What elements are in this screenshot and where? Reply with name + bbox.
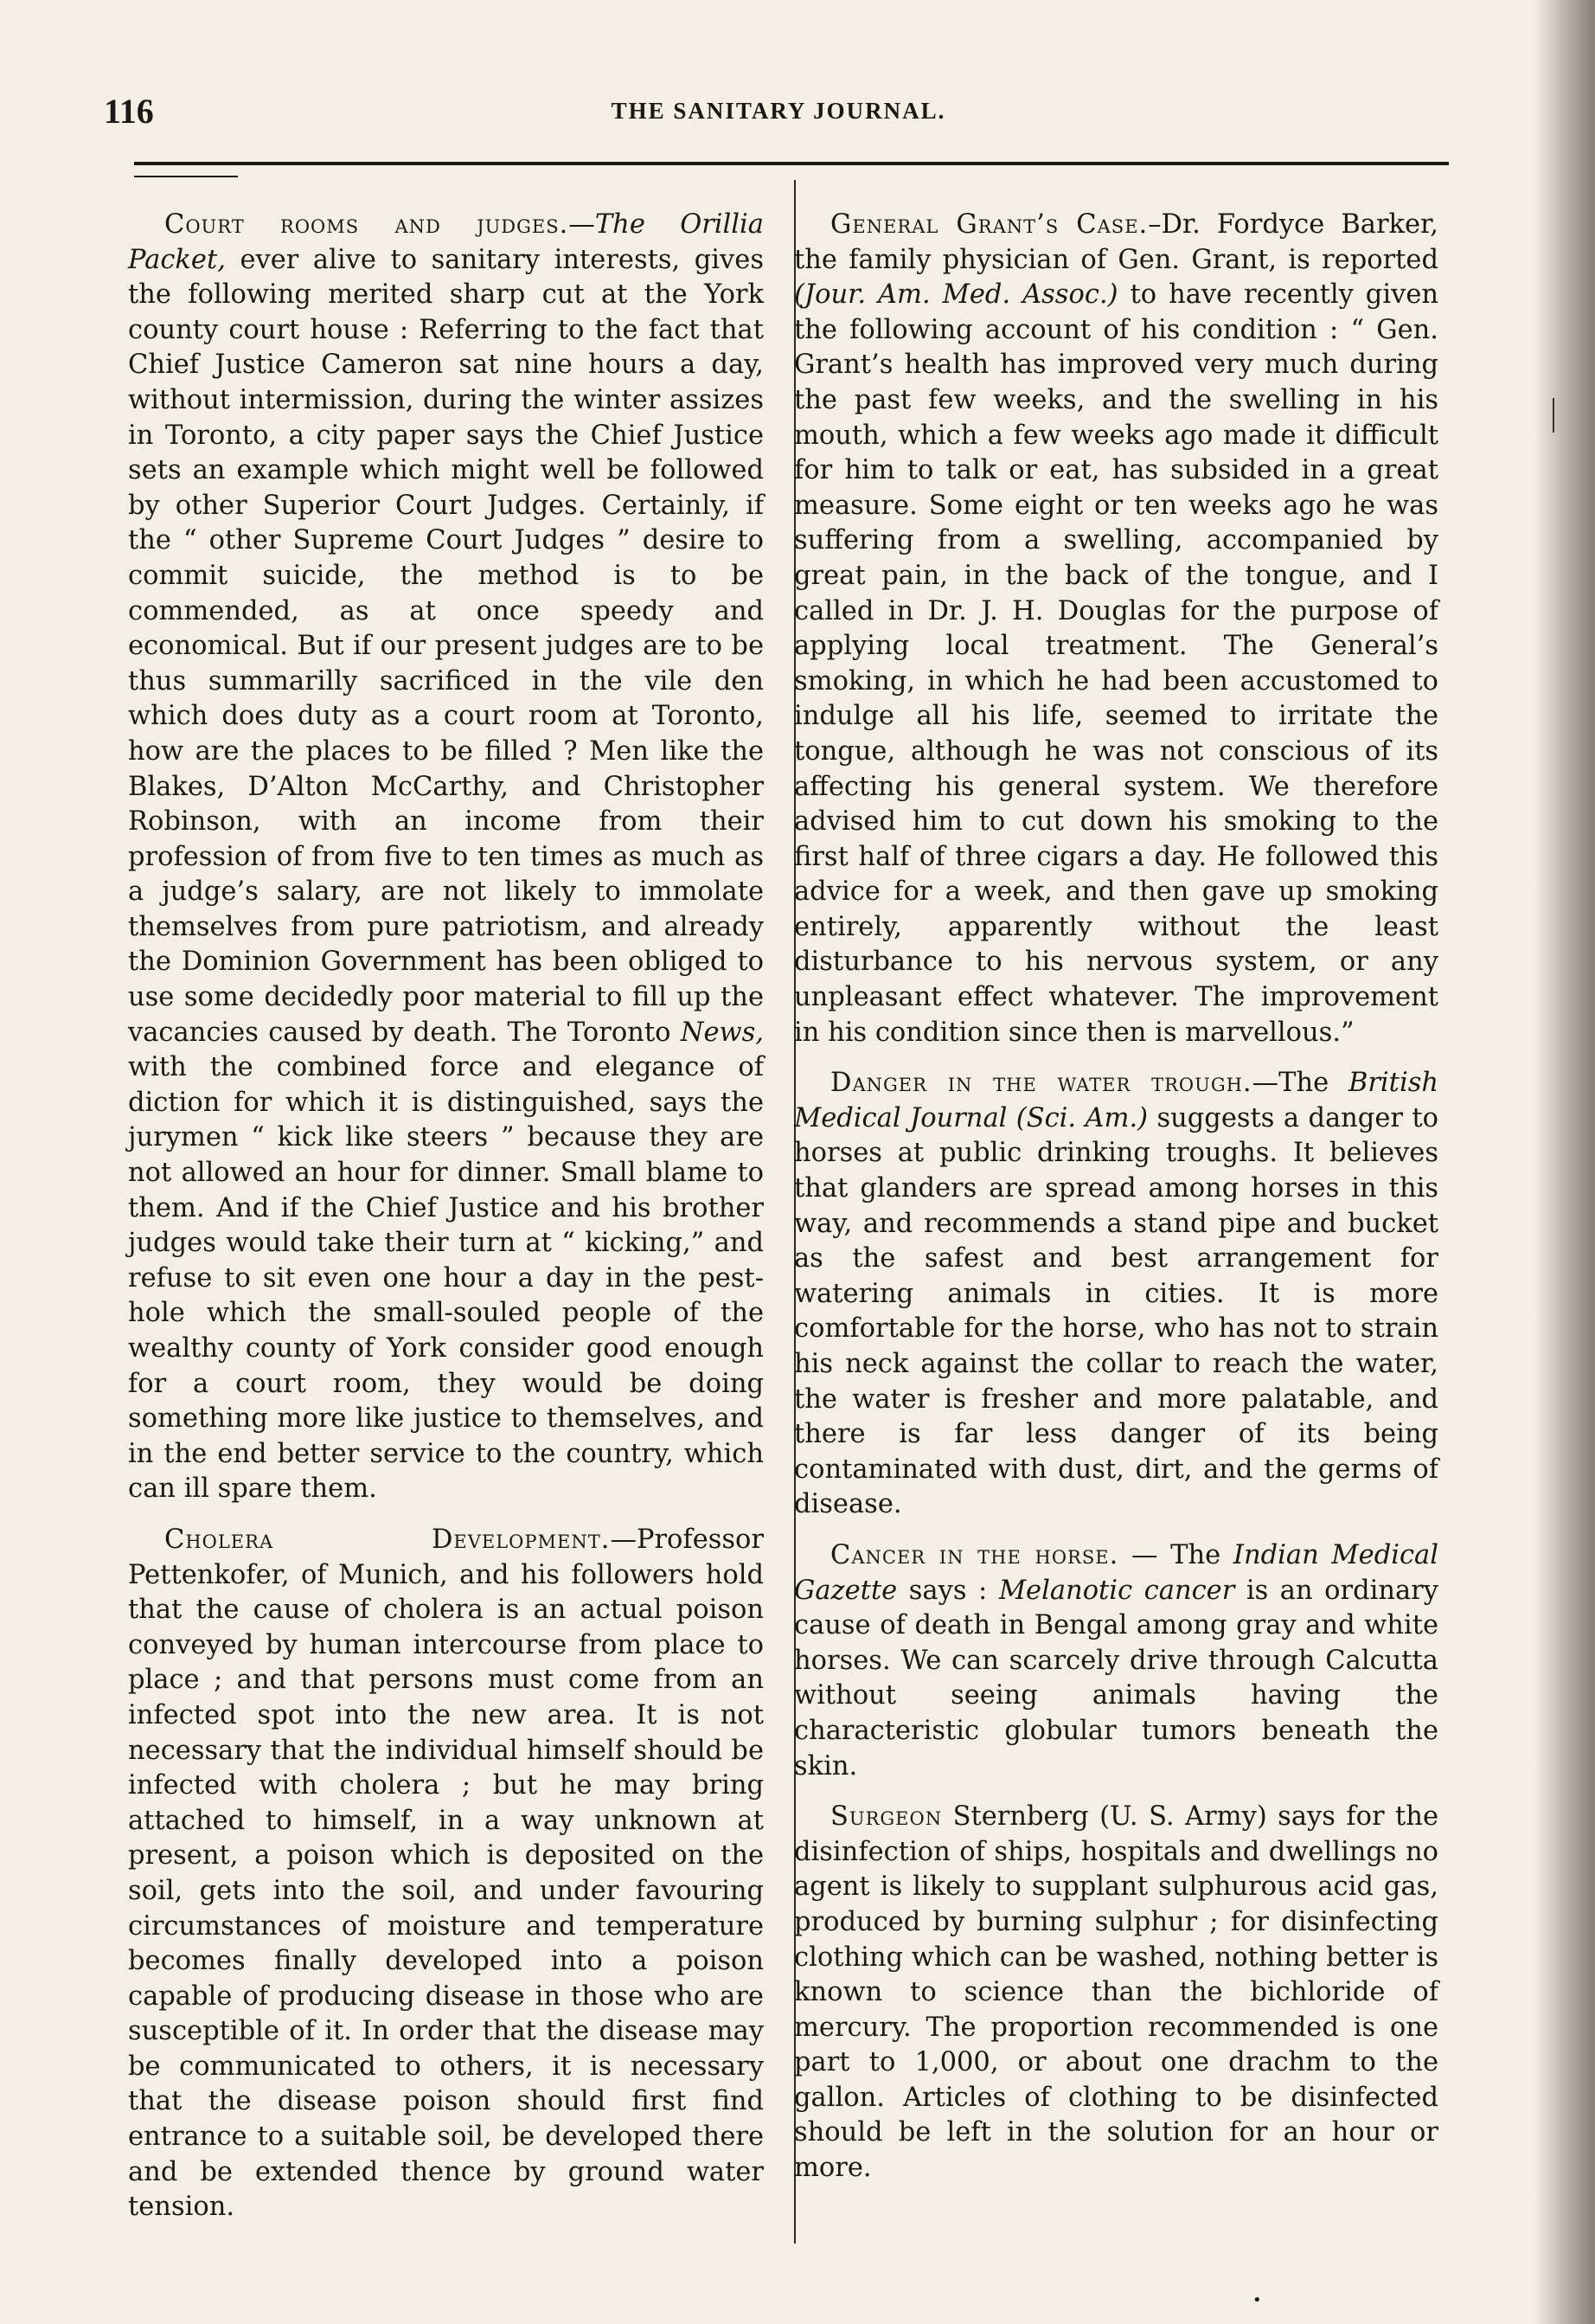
header-rule [134,162,1449,165]
source-name: Indian Medical Gazette [794,1539,1438,1606]
margin-mark [1553,398,1554,433]
article-text: to have recently given the following account of his condition : “ Gen. Grant’s health has improved very much during the past few weeks, and the swelling in his mouth, which a few weeks ago made it difficult for him to talk or eat, has subsided in a great measure. Some eight or ten weeks ago he was suffering from a swelling, accompanied by great pain, in the back of the tongue, and I called in Dr. J. H. Douglas for the purpose of applying local treatment. The General’s smoking, in which he had been accustomed to indulge all his life, seemed to irritate the tongue, although he was not conscious of its affecting his general system. We therefore advised him to cut down his smoking to the first half of three cigars a day. He followed this advice for a week, and then gave up smoking entirely, apparently without the least disturbance to his nervous system, or any unpleasant effect whatever. The improvement in his condition since then is marvellous.” [794,279,1439,1048]
page-number: 116 [104,92,154,131]
article-text: with the combined force and elegance of diction for which it is distinguished, says the jurymen “ kick like steers ” because they are not allowed an hour for dinner. Small blame to them. And if the Chief Justice and his brother judges would take their turn at “ kicking,” and refuse to sit even one hour a day in the pest-hole which the small-souled people of the wealthy county of York consider good enough for a court room, they would be doing something more like justice to themselves, and in the end better service to the country, which can ill spare them. [128,1052,764,1505]
source-name: (Jour. Am. Med. Assoc.) [794,279,1118,311]
article-title: Surgeon [830,1801,943,1833]
article-text: is an ordinary cause of death in Bengal among gray and white horses. We can scarcely drive through Calcutta without seeing animals having the characteristic globular tumors beneath the skin. [794,1575,1438,1782]
header-rule-short [134,176,238,177]
ink-speck: • [1252,2291,1262,2309]
article-text: says : [897,1575,999,1606]
term: Melanotic cancer [998,1575,1235,1606]
source-name: The Orillia Packet, [128,209,764,275]
article-title: Cancer in the horse. [830,1539,1119,1570]
article-grant [794,208,1438,1050]
source-name: News, [680,1017,764,1048]
article-title: General Grant’s Case. [830,209,1149,240]
article-text: suggests a danger to horses at public drinking troughs. It believes that glanders are spread among horses in this way, and recommends a stand pipe and bucket as the safest and best arrangement for watering animals in cities. It is more comfortable for the horse, who has not to strain his neck against the collar to reach the water, the water is fresher and more palatable, and there is far less danger of its being contaminated with dust, dirt, and the germs of disease. [794,1102,1438,1520]
title-dash: —The [1252,1068,1348,1099]
article-text: ever alive to sanitary interests, gives the following merited sharp cut at the York county court house : Referring to the fact that Chief Justice Cameron sat nine hours a day, without intermission, during the winter assizes in Toronto, a city paper says the Chief Justice sets an example which might well be followed by other Superior Court Judges. Certainly, if the “ other Supreme Court Judges ” desire to commit suicide, the method is to be commended, as at once speedy and economical. But if our present judges are to be thus summarilly sacrificed in the vile den which does duty as a court room at Toronto, how are the places to be filled ? Men like the Blakes, D’Alton McCarthy, and Christopher Robinson, with an income from their profession of from five to ten times as much as a judge’s salary, are not likely to immolate themselves from pure patriotism, and already the Dominion Government has been obliged to use some decidedly poor material to fill up the vacancies caused by death. The Toronto [128,244,764,1048]
article-court-rooms [128,208,764,1507]
article-cancer-horse [794,1538,1438,1784]
source-name: British Medical Journal (Sci. Am.) [794,1068,1438,1133]
article-cholera [128,1523,764,2225]
title-dash: — [568,209,595,240]
article-disinfection [794,1800,1438,2186]
title-dash: — The [1118,1539,1233,1570]
article-text: –Dr. Fordyce Barker, the family physician of Gen. Grant, is reported [794,209,1438,275]
article-water-trough [794,1066,1438,1523]
article-title: Cholera Development. [164,1524,611,1555]
right-column [794,208,1438,2186]
running-head: THE SANITARY JOURNAL. [611,98,946,124]
page-header [104,91,1453,143]
left-column [128,208,764,2225]
article-title: Court rooms and judges. [164,209,569,240]
article-title: Danger in the water trough. [830,1068,1252,1099]
article-text: —Professor Pettenkofer, of Munich, and his followers hold that the cause of cholera is an actual poison conveyed by human intercourse from place to place ; and that persons must come from an infected spot into the new area. It is not necessary that the individual himself should be infected with cholera ; but he may bring attached to himself, in a way unknown at present, a poison which is deposited on the soil, gets into the soil, and under favouring circumstances of moisture and temperature becomes finally developed into a poison capable of producing disease in those who are susceptible of it. In order that the disease may be communicated to others, it is necessary that the disease poison should first find entrance to a suitable soil, be developed there and be extended thence by ground water tension. [128,1524,764,2223]
page-edge-shadow [1534,0,1595,2324]
article-text: Sternberg (U. S. Army) says for the disinfection of ships, hospitals and dwellings no agent is likely to supplant sulphurous acid gas, produced by burning sulphur ; for disinfecting clothing which can be washed, nothing better is known to science than the bichloride of mercury. The proportion recommended is one part to 1,000, or about one drachm to the gallon. Articles of clothing to be disinfected should be left in the solution for an hour or more. [794,1801,1438,2184]
